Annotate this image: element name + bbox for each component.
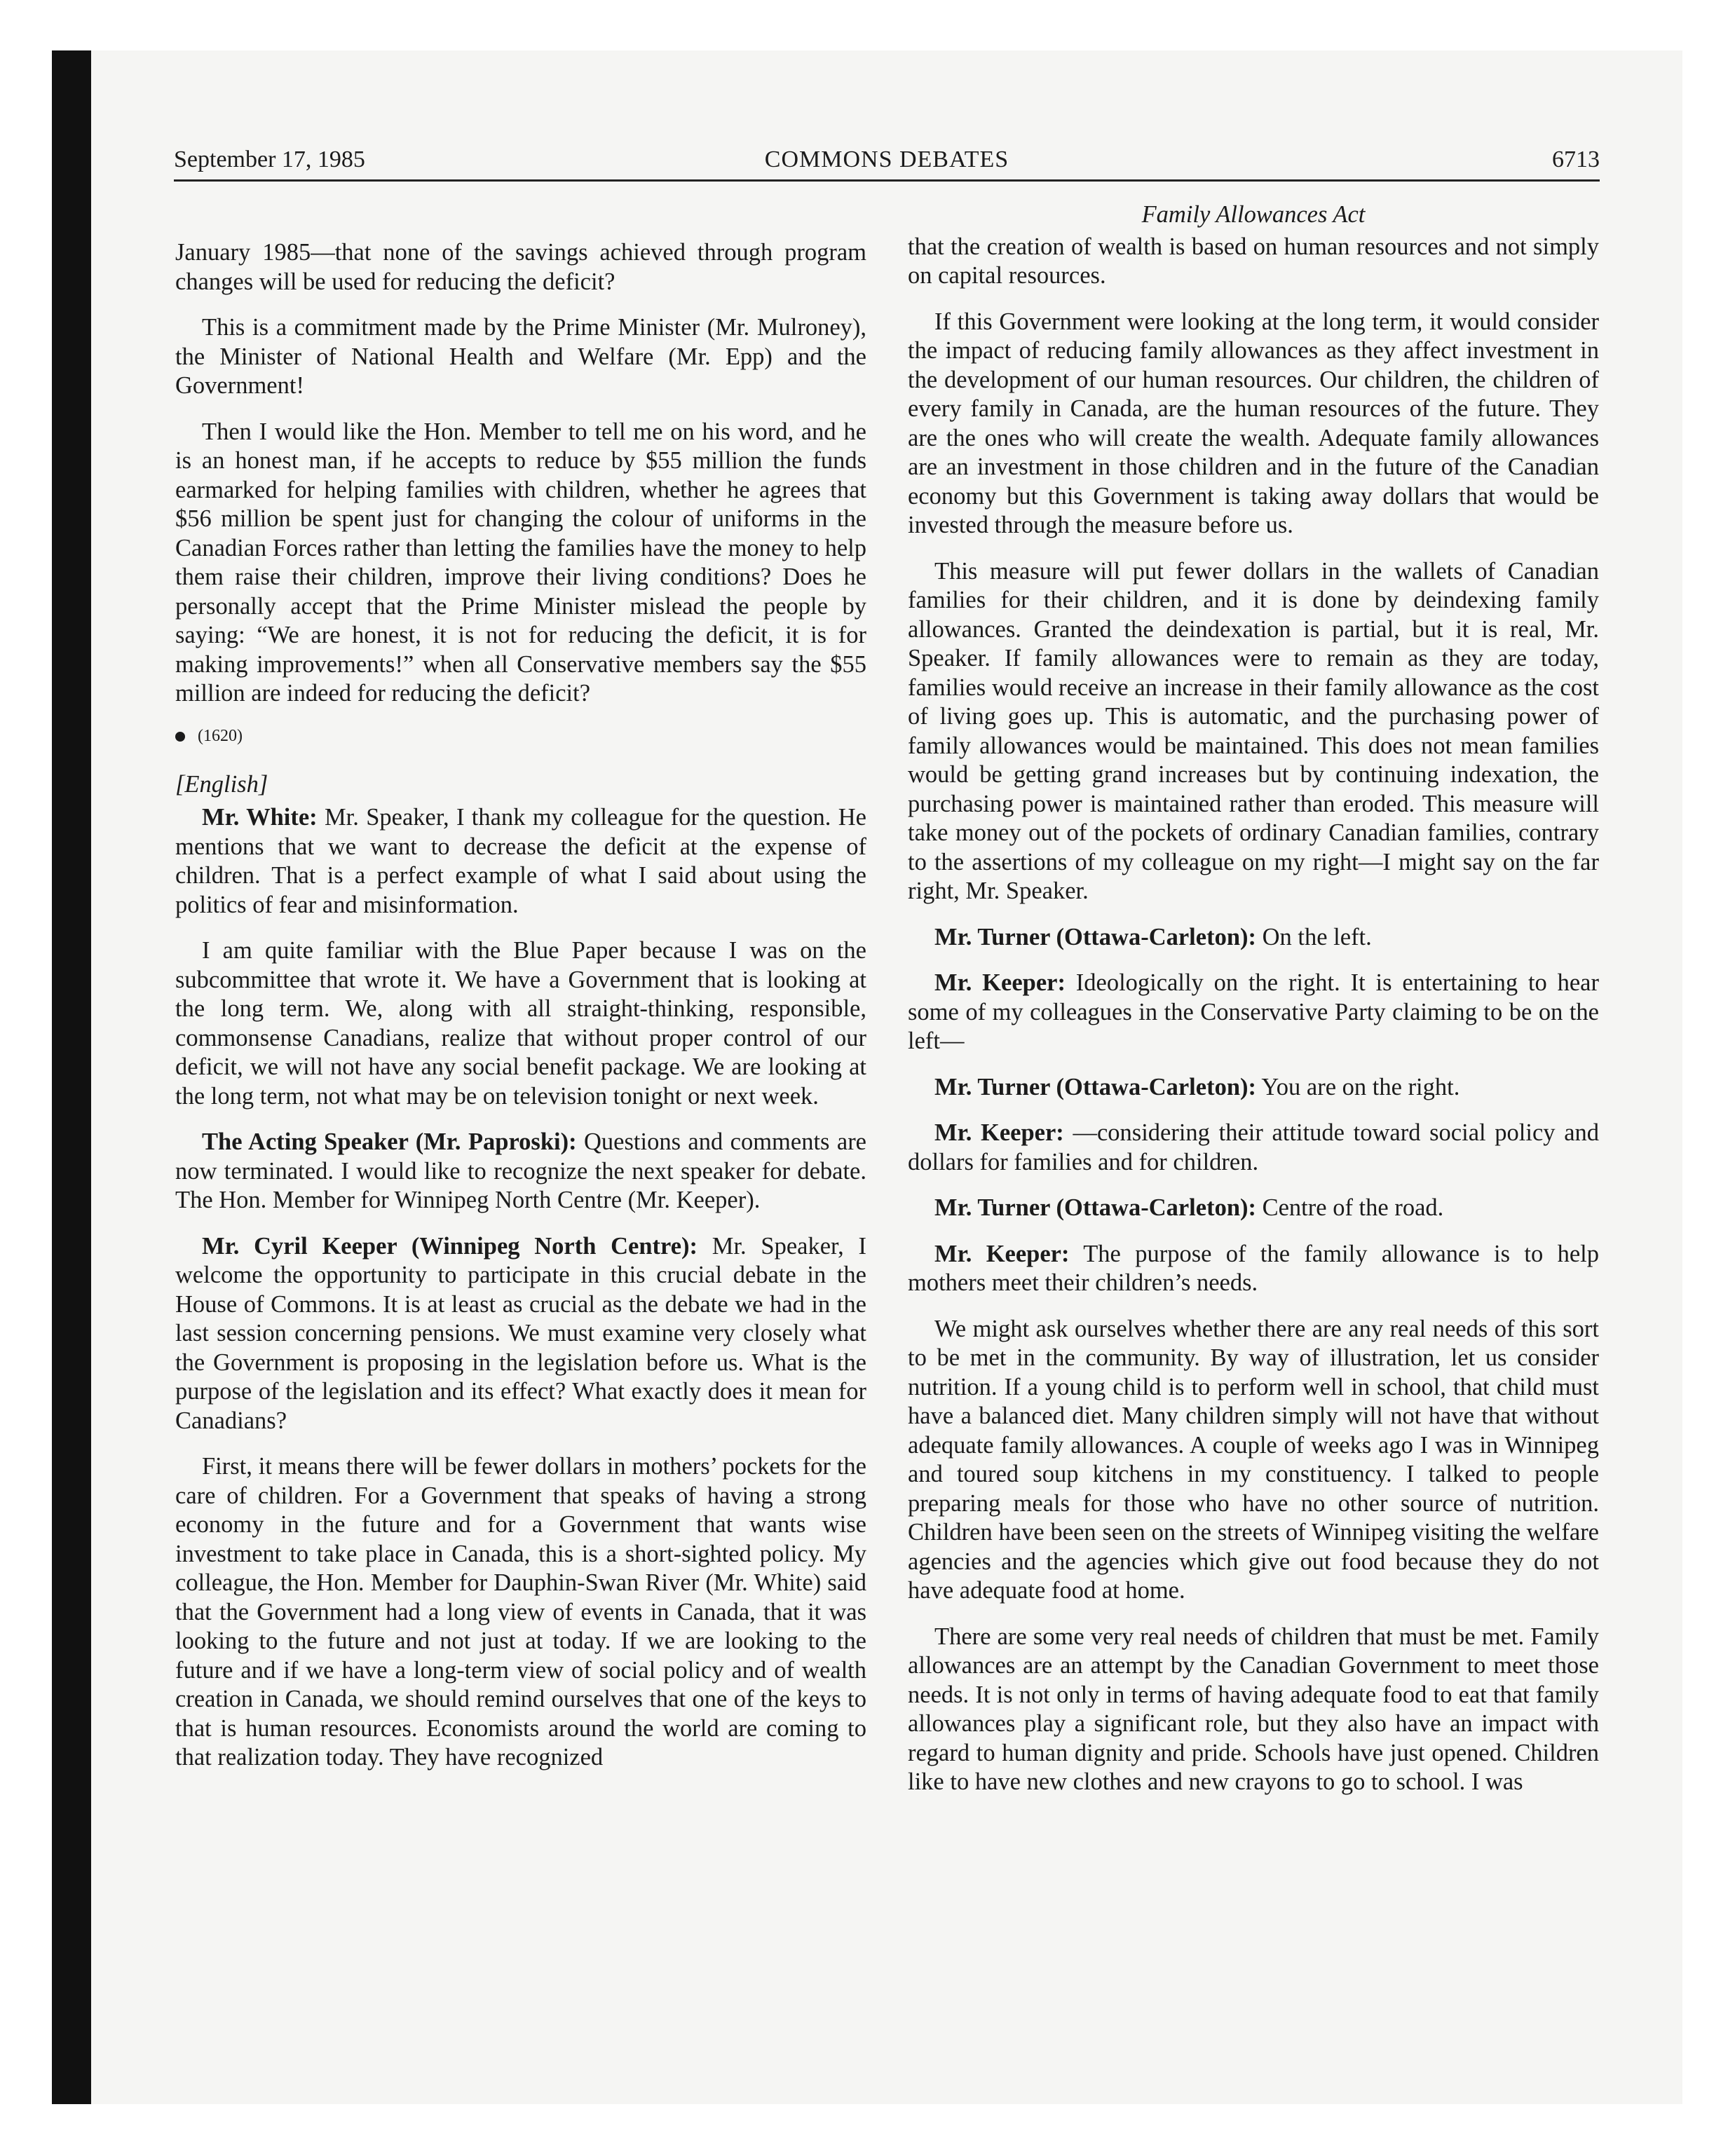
paragraph: that the creation of wealth is based on human resources and not simply on capital resources. — [908, 233, 1599, 289]
speaker-name: Mr. White: — [202, 804, 318, 831]
bullet-dot-icon — [175, 732, 185, 742]
paragraph: January 1985—that none of the savings achieved through program changes will be used for reducing the deficit? — [175, 239, 866, 295]
speech-text: Ideologically on the right. It is entertaining to hear some of my colleagues in the Conservative Party claiming to be on the left— — [908, 969, 1599, 1054]
speech-text: —considering their attitude toward social policy and dollars for families and for children. — [908, 1119, 1600, 1175]
paragraph: Then I would like the Hon. Member to tell me on his word, and he is an honest man, if he accepts to reduce by $55 million the funds earmarked for helping families with children, whether he agrees that $56 million be spent just for changing the colour of uniforms in the Canadian Forces rather than letting the families have the money to help them raise their children, improve their living conditions? Does he personally accept that the Prime Minister mislead the people by saying: “We are honest, it is not for reducing the deficit, it is for making improvements!” when all Conservative members say the $55 million are indeed for reducing the deficit? — [175, 418, 866, 707]
speech — [908, 923, 1599, 953]
time-marker — [175, 725, 866, 746]
speech-text: You are on the right. — [1261, 1073, 1460, 1100]
paragraph: First, it means there will be fewer dollars in mothers’ pockets for the care of children. For a Government that speaks of having a strong economy in the future and for a Government that wants wise investment to take place in Canada, this is a short-sighted policy. My colleague, the Hon. Member for Dauphin-Swan River (Mr. White) said that the Government had a long view of events in Canada, that it was looking to the future and not just at today. If we are looking to the future and if we have a long-term view of social policy and of wealth creation in Canada, we should remind ourselves that one of the keys to that is human resources. Economists around the world are coming to that realization today. They have recognized — [175, 1453, 866, 1770]
speaker-name: Mr. Keeper: — [934, 1119, 1064, 1146]
paragraph: If this Government were looking at the long term, it would consider the impact of reducing family allowances as they affect investment in the development of our human resources. Our children, the children of every family in Canada, are the human resources of the future. They are the ones who will create the wealth. Adequate family allowances are an investment in those children and in the future of the Canadian economy but this Government is taking away dollars that would be invested through the measure before us. — [908, 308, 1599, 538]
speech-text: On the left. — [1262, 923, 1372, 950]
right-column — [908, 200, 1599, 1814]
speech — [908, 1240, 1599, 1298]
speaker-name: Mr. Keeper: — [934, 969, 1066, 996]
speech-text: Mr. Speaker, I thank my colleague for the question. He mentions that we want to decrease the deficit at the expense of children. That is a perfect example of what I said about using the politics of fear and misinformation. — [175, 804, 866, 918]
header-page-number: 6713 — [1552, 146, 1600, 172]
paragraph: There are some very real needs of children that must be met. Family allowances are an attempt by the Canadian Government to meet those needs. It is not only in terms of having adequate food to eat that family allowances play a significant role, but they also have an impact with regard to human dignity and pride. Schools have just opened. Children like to have new clothes and new crayons to go to school. I was — [908, 1623, 1599, 1795]
header-publication: COMMONS DEBATES — [764, 146, 1009, 172]
speech-text: The purpose of the family allowance is to help mothers meet their children’s needs. — [908, 1240, 1599, 1296]
paragraph: I am quite familiar with the Blue Paper because I was on the subcommittee that wrote it. We have a Government that is looking at the long term. We, along with all straight-thinking, responsible, commonsense Canadians, realize that without proper control of our deficit, we will not have any social benefit package. We are looking at the long term, not what may be on television tonight or next week. — [175, 937, 866, 1110]
subject-heading: Family Allowances Act — [1141, 201, 1366, 228]
header-date: September 17, 1985 — [174, 146, 365, 172]
paragraph: This is a commitment made by the Prime Minister (Mr. Mulroney), the Minister of National Health and Welfare (Mr. Epp) and the Government! — [175, 314, 866, 399]
speech — [175, 803, 866, 920]
speech — [908, 969, 1599, 1056]
speaker-name: Mr. Cyril Keeper (Winnipeg North Centre): — [202, 1232, 698, 1260]
speaker-name: Mr. Turner (Ottawa-Carleton): — [934, 1194, 1256, 1221]
language-marker: [English] — [175, 770, 268, 798]
speaker-name: The Acting Speaker (Mr. Paproski): — [202, 1128, 577, 1155]
speech — [908, 1119, 1599, 1177]
speech — [908, 1194, 1599, 1223]
speech-text: Centre of the road. — [1262, 1194, 1444, 1221]
speaker-name: Mr. Turner (Ottawa-Carleton): — [934, 923, 1256, 950]
speech — [175, 1128, 866, 1215]
speech — [908, 1073, 1599, 1103]
paragraph: This measure will put fewer dollars in the wallets of Canadian families for their children, and it is done by deindexing family allowances. Granted the deindexation is partial, but it is real, Mr. Speaker. If family allowances were to remain as they are today, families would receive an increase in their family allowance as the cost of living goes up. This is automatic, and the purchasing power of family allowances would be maintained. This does not mean families would be getting grand increases but by continuing indexation, the purchasing power is maintained rather than eroded. This measure will take money out of the pockets of ordinary Canadian families, contrary to the assertions of my colleague on my right—I might say on the far right, Mr. Speaker. — [908, 557, 1599, 904]
paragraph: We might ask ourselves whether there are any real needs of this sort to be met in the community. By way of illustration, let us consider nutrition. If a young child is to perform well in school, that child must have a balanced diet. Many children simply will not have that without adequate family allowances. A couple of weeks ago I was in Winnipeg and toured soup kitchens in my constituency. I talked to people preparing meals for those who have no other source of nutrition. Children have been seen on the streets of Winnipeg visiting the welfare agencies and the agencies which give out food because they do not have adequate food at home. — [908, 1315, 1599, 1604]
speaker-name: Mr. Keeper: — [934, 1240, 1070, 1267]
speech-text: Mr. Speaker, I welcome the opportunity to participate in this crucial debate in the House of Commons. It is at least as crucial as the debate we had in the last session concerning pensions. We must examine very closely what the Government is proposing in the legislation before us. What is the purpose of the legislation and its effect? What exactly does it mean for Canadians? — [175, 1232, 866, 1434]
book-spine-shadow — [52, 50, 91, 2104]
left-column — [175, 238, 866, 1789]
speaker-name: Mr. Turner (Ottawa-Carleton): — [934, 1073, 1256, 1100]
running-head — [174, 143, 1600, 182]
speech-text: Questions and comments are now terminated. I would like to recognize the next speaker for debate. The Hon. Member for Winnipeg North Centre (Mr. Keeper). — [175, 1128, 866, 1213]
time-marker-text: (1620) — [198, 726, 243, 745]
speech — [175, 1232, 866, 1436]
